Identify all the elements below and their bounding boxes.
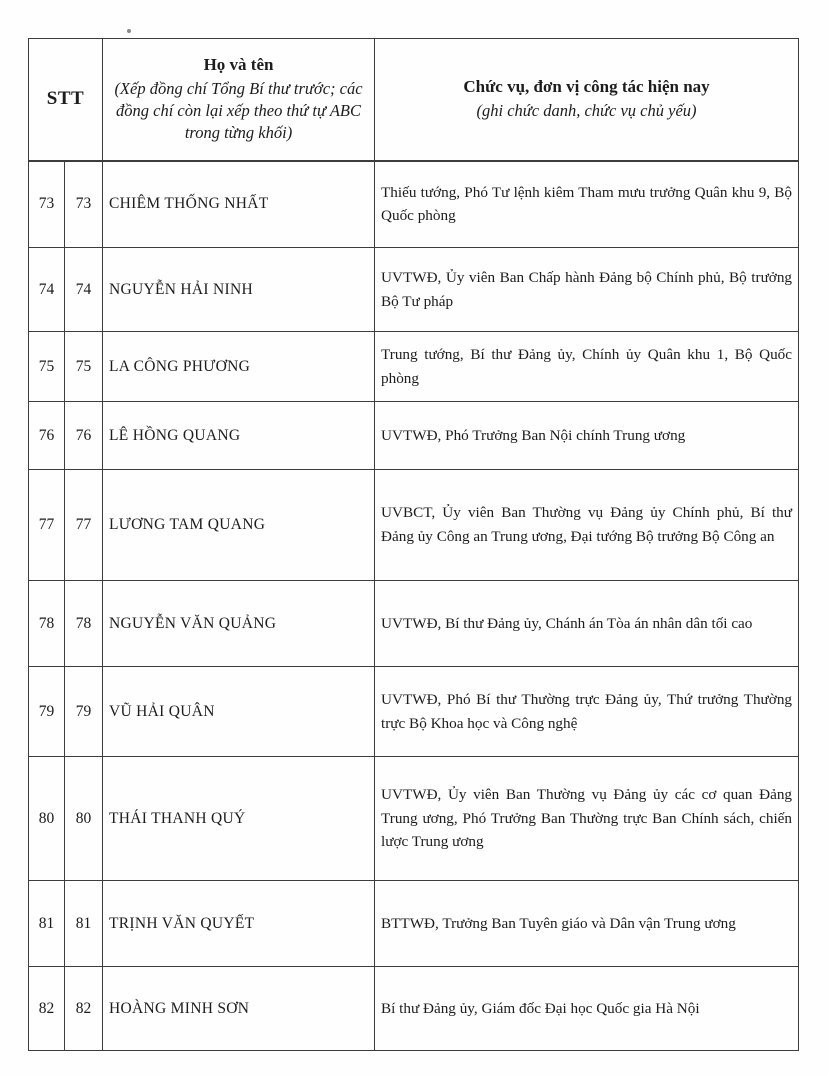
- header-position-subtitle: (ghi chức danh, chức vụ chủ yếu): [476, 101, 697, 121]
- position-cell: UVBCT, Ủy viên Ban Thường vụ Đảng ủy Chính phủ, Bí thư Đảng ủy Công an Trung ương, Đại tướng Bộ trưởng Bộ Công an: [375, 470, 799, 581]
- name-cell: LƯƠNG TAM QUANG: [103, 470, 375, 581]
- table-row: [29, 161, 799, 248]
- position-cell: Thiếu tướng, Phó Tư lệnh kiêm Tham mưu trưởng Quân khu 9, Bộ Quốc phòng: [375, 161, 799, 248]
- table-row: [29, 332, 799, 402]
- stt-cell: 74: [29, 248, 65, 332]
- table-row: [29, 757, 799, 881]
- header-position: [375, 39, 799, 161]
- position-cell: UVTWĐ, Phó Trưởng Ban Nội chính Trung ương: [375, 402, 799, 470]
- stt-cell-2: 78: [65, 581, 103, 667]
- stt-cell-2: 77: [65, 470, 103, 581]
- position-cell: UVTWĐ, Ủy viên Ban Thường vụ Đảng ủy các cơ quan Đảng Trung ương, Phó Trưởng Ban Thường trực Ban Chính sách, chiến lược Trung ương: [375, 757, 799, 881]
- name-cell: TRỊNH VĂN QUYẾT: [103, 881, 375, 967]
- stt-cell-2: 74: [65, 248, 103, 332]
- position-cell: UVTWĐ, Phó Bí thư Thường trực Đảng ủy, Thứ trưởng Thường trực Bộ Khoa học và Công nghệ: [375, 667, 799, 757]
- table-row: [29, 667, 799, 757]
- header-name-subtitle: (Xếp đồng chí Tổng Bí thư trước; các đồng chí còn lại xếp theo thứ tự ABC trong từng khối): [114, 78, 363, 143]
- table-row: [29, 402, 799, 470]
- table-header-row: [29, 39, 799, 161]
- name-cell: NGUYỄN HẢI NINH: [103, 248, 375, 332]
- position-cell: Bí thư Đảng ủy, Giám đốc Đại học Quốc gia Hà Nội: [375, 967, 799, 1051]
- header-name: [103, 39, 375, 161]
- name-cell: THÁI THANH QUÝ: [103, 757, 375, 881]
- stt-cell: 81: [29, 881, 65, 967]
- stt-cell: 73: [29, 161, 65, 248]
- stt-cell: 80: [29, 757, 65, 881]
- stt-cell: 75: [29, 332, 65, 402]
- header-position-title: Chức vụ, đơn vị công tác hiện nay: [463, 77, 710, 97]
- header-name-title: Họ và tên: [203, 54, 274, 74]
- position-cell: UVTWĐ, Bí thư Đảng ủy, Chánh án Tòa án nhân dân tối cao: [375, 581, 799, 667]
- table-row: [29, 470, 799, 581]
- stt-cell: 78: [29, 581, 65, 667]
- table-row: [29, 881, 799, 967]
- position-cell: Trung tướng, Bí thư Đảng ủy, Chính ủy Quân khu 1, Bộ Quốc phòng: [375, 332, 799, 402]
- name-cell: LÊ HỒNG QUANG: [103, 402, 375, 470]
- stt-cell-2: 76: [65, 402, 103, 470]
- name-cell: CHIÊM THỐNG NHẤT: [103, 161, 375, 248]
- stt-cell: 82: [29, 967, 65, 1051]
- stt-cell-2: 73: [65, 161, 103, 248]
- header-stt-label: STT: [46, 88, 85, 110]
- stt-cell: 76: [29, 402, 65, 470]
- name-cell: LA CÔNG PHƯƠNG: [103, 332, 375, 402]
- header-stt: [29, 39, 103, 161]
- stt-cell-2: 81: [65, 881, 103, 967]
- scan-speck: [127, 29, 131, 33]
- stt-cell-2: 75: [65, 332, 103, 402]
- position-cell: BTTWĐ, Trưởng Ban Tuyên giáo và Dân vận Trung ương: [375, 881, 799, 967]
- name-cell: HOÀNG MINH SƠN: [103, 967, 375, 1051]
- stt-cell-2: 80: [65, 757, 103, 881]
- stt-cell: 79: [29, 667, 65, 757]
- table-row: [29, 581, 799, 667]
- stt-cell: 77: [29, 470, 65, 581]
- personnel-table: [28, 38, 799, 1051]
- stt-cell-2: 79: [65, 667, 103, 757]
- name-cell: VŨ HẢI QUÂN: [103, 667, 375, 757]
- stt-cell-2: 82: [65, 967, 103, 1051]
- position-cell: UVTWĐ, Ủy viên Ban Chấp hành Đảng bộ Chính phủ, Bộ trưởng Bộ Tư pháp: [375, 248, 799, 332]
- table-row: [29, 967, 799, 1051]
- table-row: [29, 248, 799, 332]
- name-cell: NGUYỄN VĂN QUẢNG: [103, 581, 375, 667]
